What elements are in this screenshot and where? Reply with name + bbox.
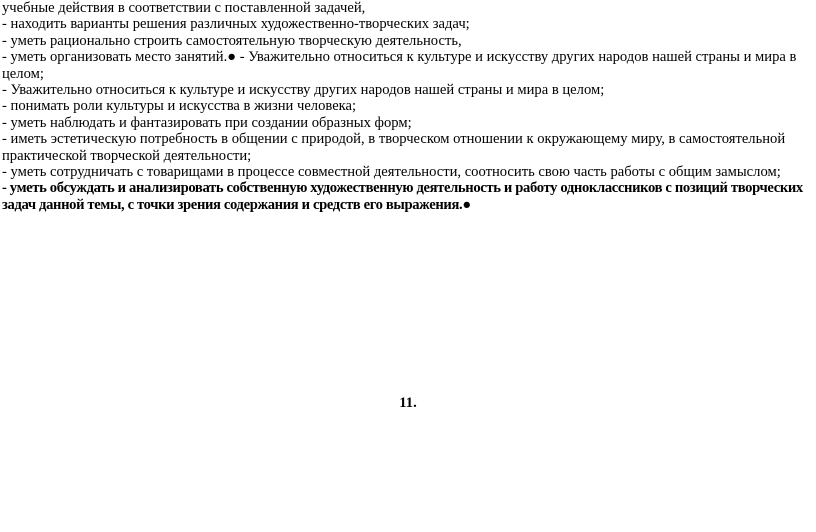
page-number: 11. (399, 395, 417, 411)
text-line-4: - уметь организовать место занятий.● - Уважительно относиться к культуре и искусству других народов нашей страны и мира в целом; (2, 49, 797, 82)
text-line-2: - находить варианты решения различных художественно-творческих задач; (2, 16, 470, 33)
text-line-3: - уметь рационально строить самостоятельную творческую деятельность, (2, 32, 462, 49)
text-line-7: - уметь наблюдать и фантазировать при создании образных форм; (2, 114, 412, 131)
text-line-bold: - уметь обсуждать и анализировать собственную художественную деятельность и работу одноклассников с позиций творческих задач данной темы, с точки зрения содержания и средств его выражения.● (2, 180, 803, 213)
text-line-9: - уметь сотрудничать с товарищами в процессе совместной деятельности, соотносить свою часть работы с общим замыслом; (2, 164, 781, 181)
text-line-8: - иметь эстетическую потребность в общении с природой, в творческом отношении к окружающему миру, в самостоятельной практической творческой деятельности; (2, 131, 786, 164)
text-line-5: - Уважительно относиться к культуре и искусству других народов нашей страны и мира в целом; (2, 82, 605, 99)
text-line-1: учебные действия в соответствии с поставленной задачей, (2, 0, 366, 16)
document-body (0, 0, 814, 213)
text-line-6: - понимать роли культуры и искусства в жизни человека; (2, 98, 357, 115)
